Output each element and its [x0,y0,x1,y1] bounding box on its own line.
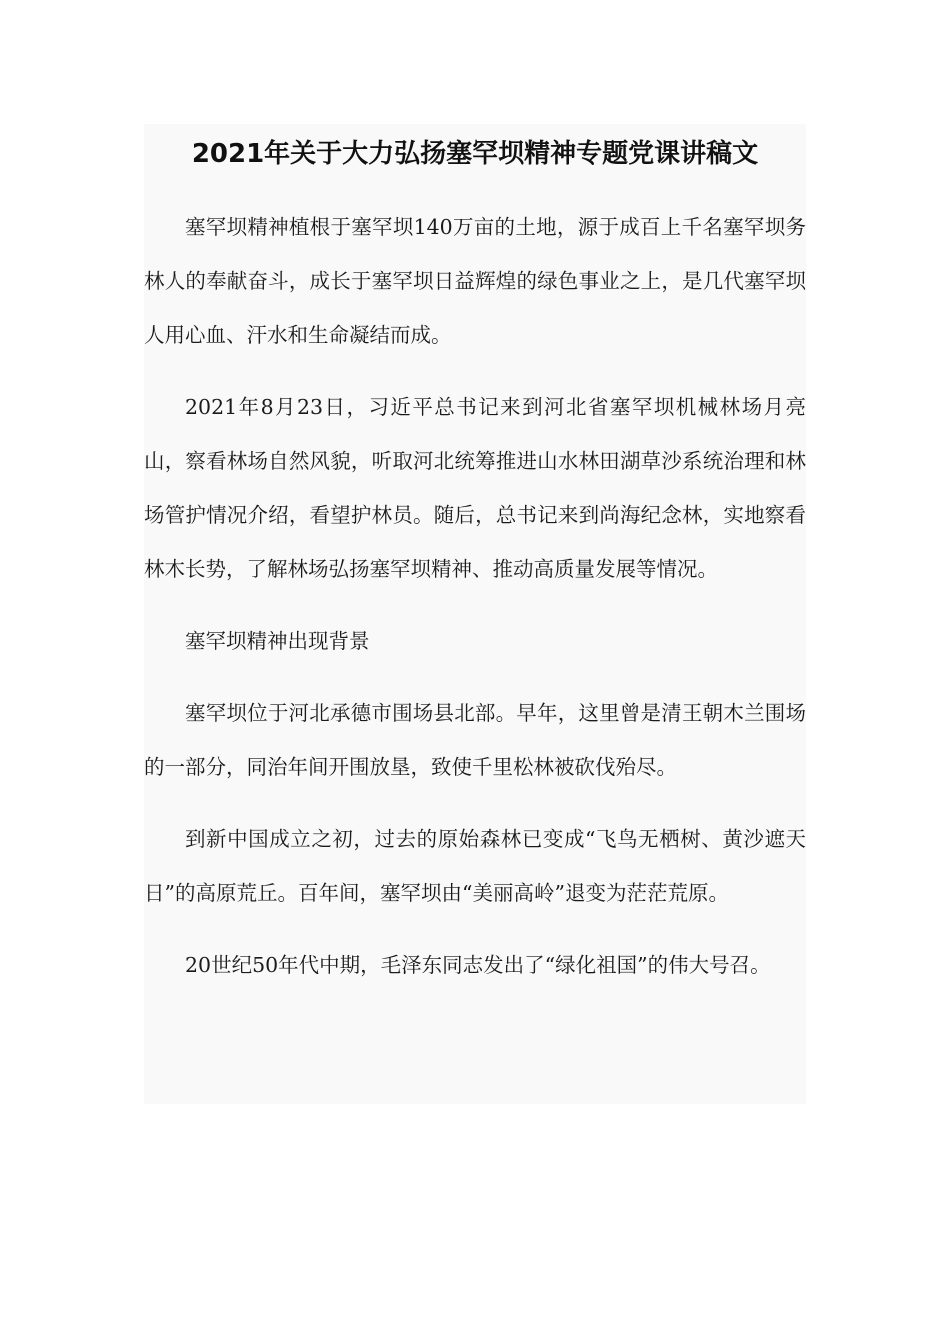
paragraph-visit: 2021年8月23日，习近平总书记来到河北省塞罕坝机械林场月亮山，察看林场自然风貌，听取河北统筹推进山水林田湖草沙系统治理和林场管护情况介绍，看望护林员。随后，总书记来到尚海纪念林，实地察看林木长势，了解林场弘扬塞罕坝精神、推动高质量发展等情况。 [144,395,806,581]
document-page [144,124,806,1104]
paragraph-intro: 塞罕坝精神植根于塞罕坝140万亩的土地，源于成百上千名塞罕坝务林人的奉献奋斗，成长于塞罕坝日益辉煌的绿色事业之上，是几代塞罕坝人用心血、汗水和生命凝结而成。 [144,215,806,347]
paragraph-wasteland: 到新中国成立之初，过去的原始森林已变成“飞鸟无栖树、黄沙遮天日”的高原荒丘。百年间，塞罕坝由“美丽高岭”退变为茫茫荒原。 [144,827,806,905]
document-body [144,200,806,1010]
document-title: 2021年关于大力弘扬塞罕坝精神专题党课讲稿文 [191,139,759,169]
paragraph-call: 20世纪50年代中期，毛泽东同志发出了“绿化祖国”的伟大号召。 [185,953,771,977]
paragraph-location: 塞罕坝位于河北承德市围场县北部。早年，这里曾是清王朝木兰围场的一部分，同治年间开围放垦，致使千里松林被砍伐殆尽。 [144,701,806,779]
section-heading-background: 塞罕坝精神出现背景 [185,629,370,653]
